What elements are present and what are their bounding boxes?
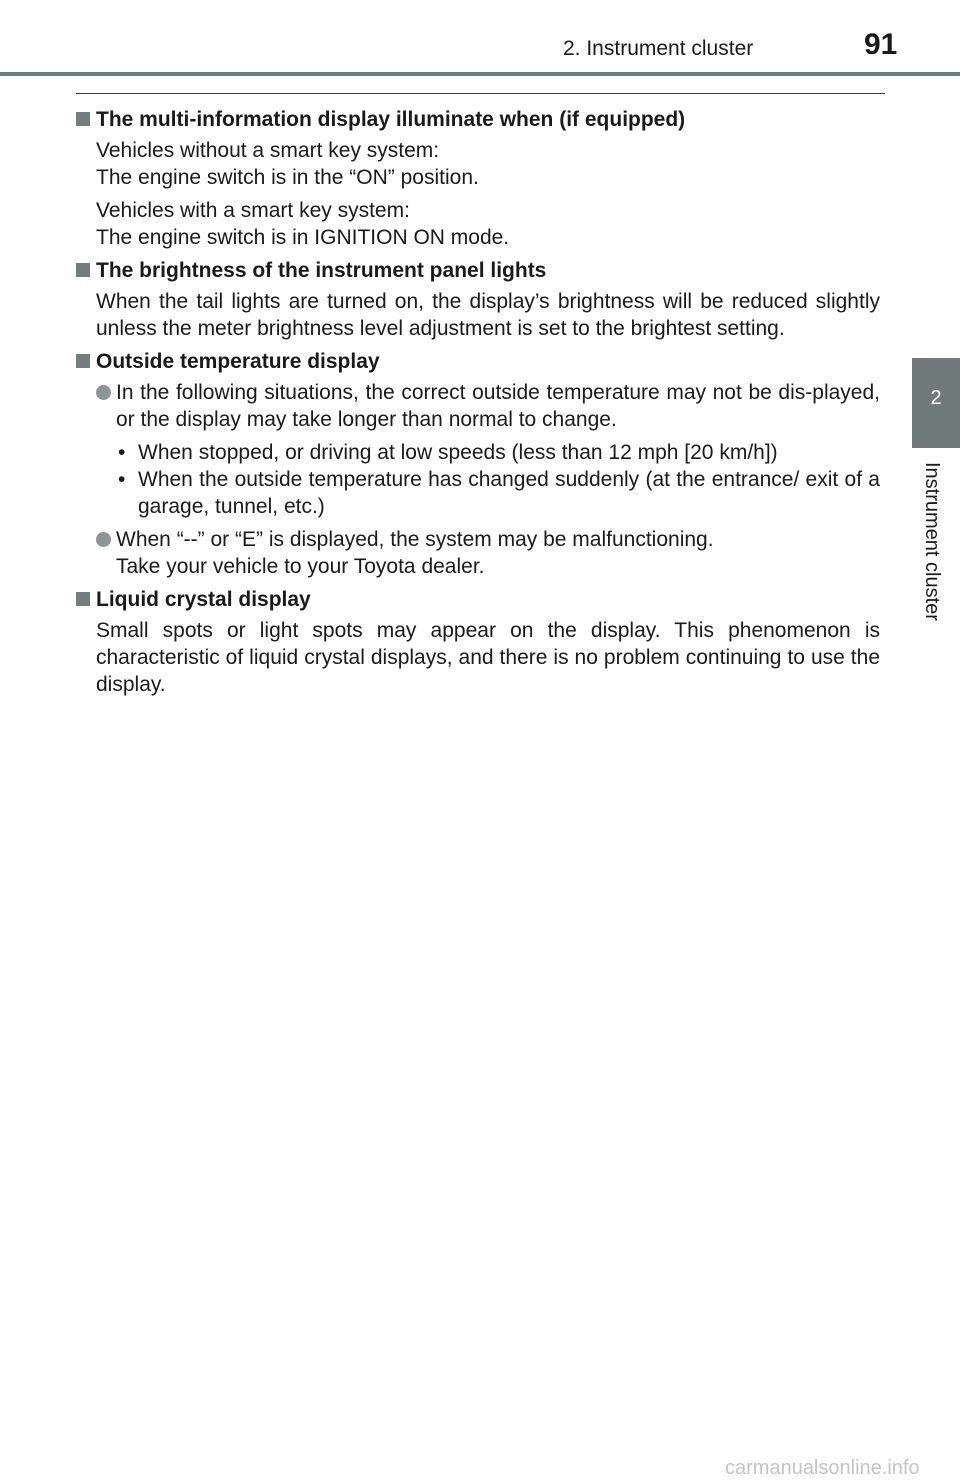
list-item-line: When “--” or “E” is displayed, the system may be malfunctioning. [116, 528, 714, 551]
page-number: 91 [864, 28, 898, 61]
paragraph-line: The engine switch is in the “ON” position. [96, 166, 479, 189]
watermark: carmanualsonline.info [725, 1457, 920, 1479]
list-item [96, 526, 880, 580]
section-liquid-crystal-display [76, 586, 880, 698]
sub-bullet-icon: • [118, 468, 126, 491]
sub-list-item [116, 439, 880, 466]
bullet-dot-icon [96, 532, 111, 547]
sub-bullet-icon: • [118, 441, 126, 464]
section-heading [76, 586, 880, 613]
chapter-tab[interactable] [912, 358, 960, 448]
paragraph [96, 197, 880, 251]
list-item-line: Take your vehicle to your Toyota dealer. [116, 555, 485, 578]
section-heading [76, 348, 880, 375]
sub-list-item-text: When the outside temperature has changed suddenly (at the entrance/ exit of a garage, tunnel, etc.) [138, 468, 880, 518]
heading-square-icon [76, 112, 90, 126]
page-body [76, 106, 880, 704]
chapter-tab-label: Instrument cluster [921, 462, 943, 621]
list-item-text [116, 526, 880, 580]
paragraph: Small spots or light spots may appear on the display. This phenomenon is characteristic of liquid crystal displays, and there is no problem continuing to use the display. [96, 619, 880, 696]
chapter-tab-number: 2 [930, 387, 942, 409]
heading-square-icon [76, 263, 90, 277]
heading-square-icon [76, 592, 90, 606]
section-heading [76, 257, 880, 284]
sub-list-item-text: When stopped, or driving at low speeds (less than 12 mph [20 km/h]) [138, 441, 778, 464]
heading-text: The brightness of the instrument panel lights [96, 259, 547, 282]
paragraph: When the tail lights are turned on, the display’s brightness will be reduced slightly unless the meter brightness level adjustment is set to the brightest setting. [96, 290, 880, 340]
section-title: 2. Instrument cluster [563, 37, 754, 60]
paragraph-line: Vehicles without a smart key system: [96, 139, 440, 162]
paragraph [96, 137, 880, 191]
paragraph-line: The engine switch is in IGNITION ON mode. [96, 226, 510, 249]
sub-list-item [116, 466, 880, 520]
section-outside-temperature [76, 348, 880, 580]
heading-text: The multi-information display illuminate when (if equipped) [96, 108, 686, 131]
list-item-text: In the following situations, the correct outside temperature may not be dis-played, or the display may take longer than normal to change. [116, 381, 880, 431]
bullet-dot-icon [96, 385, 111, 400]
section-multi-info-display [76, 106, 880, 251]
section-heading [76, 106, 880, 133]
header-bar [0, 72, 960, 76]
heading-square-icon [76, 354, 90, 368]
heading-text: Outside temperature display [96, 350, 380, 373]
paragraph-line: Vehicles with a smart key system: [96, 199, 410, 222]
list-item [96, 379, 880, 433]
heading-text: Liquid crystal display [96, 588, 311, 611]
content-rule [76, 93, 885, 94]
section-panel-light-brightness [76, 257, 880, 342]
